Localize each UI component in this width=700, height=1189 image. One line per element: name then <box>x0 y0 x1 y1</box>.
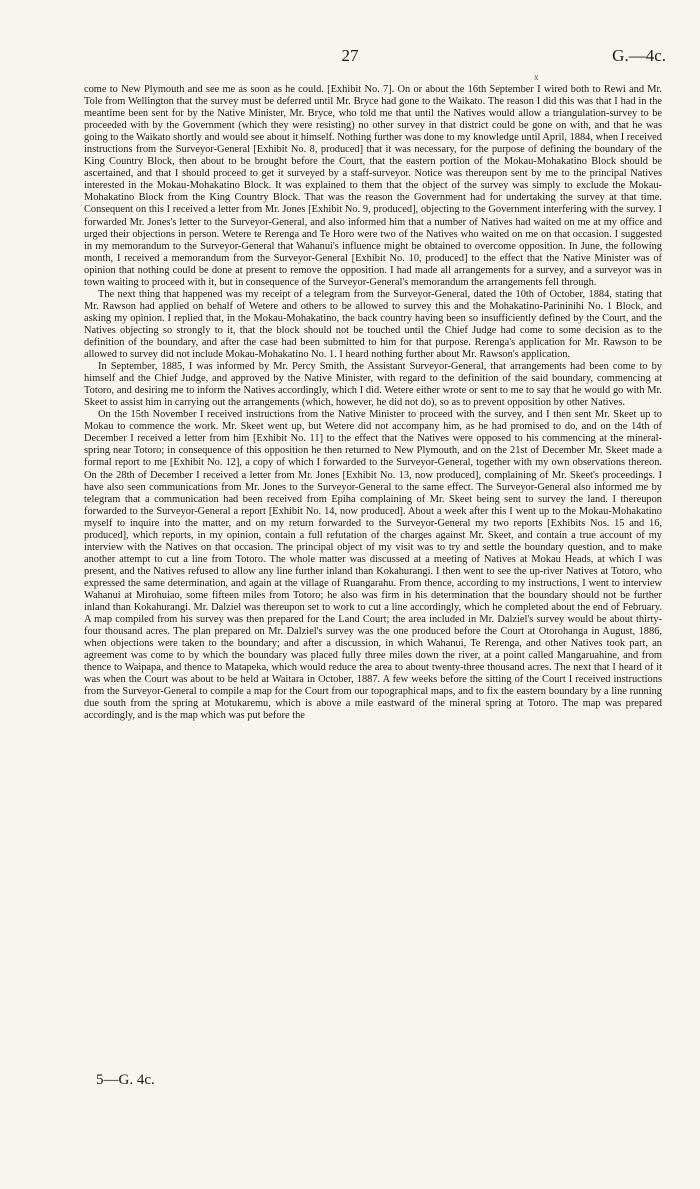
document-code: G.—4c. <box>612 46 666 65</box>
marginal-mark: x <box>534 72 539 82</box>
paragraph-4: On the 15th November I received instructions from the Native Minister to proceed with the survey, and I then sent Mr. Skeet up to Mokau to commence the work. Mr. Skeet went up, but Wetere did not accompany him, as he had promised to do, and on the 14th of December I received a letter from him [Exhibit No. 11] to the effect that the Natives were opposed to his commencing at the mineral-spring near Totoro; in consequence of this opposition he then returned to New Plymouth, and on the 21st of December Mr. Skeet made a formal report to me [Exhibit No. 12], a copy of which I forwarded to the Surveyor-General, together with my own observations thereon. On the 28th of December I received a letter from Mr. Jones [Exhibit No. 13, now produced], complaining of Mr. Skeet's proceedings. I have also seen communications from Mr. Jones to the Surveyor-General to the same effect. The Surveyor-General also informed me by telegram that a communication had been received from Epiha complaining of Mr. Skeet being sent to survey the land. I thereupon forwarded to the Surveyor-General a report [Exhibit No. 14, now produced]. About a week after this I went up to the Mokau-Mohakatino myself to inquire into the matter, and on my return forwarded to the Surveyor-General my two reports [Exhibits Nos. 15 and 16, produced], which reports, in my opinion, contain a full refutation of the charges against Mr. Skeet, and contain a true account of my interview with the Natives on that occasion. The principal object of my visit was to try and settle the boundary question, and to make another attempt to cut a line from Totoro. The whole matter was discussed at a meeting of Natives at Mokau Heads, at which I was present, and the Natives refused to allow any line further inland than Kokahurangi. I then went to see the up-river Natives at Totoro, who expressed the same determination, and again at the village of Ruangarahu. From thence, according to my instructions, I went to interview Wahanui at Mirohuiao, some fifteen miles from Totoro; he also was firm in his determination that the boundary should not be further inland than Kokahurangi. Mr. Dalziel was thereupon set to work to cut a line accordingly, which he completed about the end of February. A map compiled from his survey was then prepared for the Land Court; the area included in Mr. Dalziel's survey would be about thirty-four thousand acres. The plan prepared on Mr. Dalziel's survey was the one produced before the Court at Otorohanga in August, 1886, when objections were taken to the boundary; and after a discussion, in which Wahanui, Te Rerenga, and other Natives took part, an agreement was come to by which the boundary was placed fully three miles down the river, at a point called Mangaruahine, and from thence to Waipapa, and thence to Matapeka, which would reduce the area to about twenty-three thousand acres. The next that I heard of it was when the Court was about to be held at Waitara in October, 1887. A few weeks before the sitting of the Court I received instructions from the Surveyor-General to compile a map for the Court from our topographical maps, and to fix the eastern boundary by a line running due south from the spring at Motukaremu, which is above a mile eastward of the mineral spring at Totoro. The map was prepared accordingly, and is the map which was put before the <box>84 409 662 722</box>
body-text <box>84 84 662 722</box>
paragraph-1: come to New Plymouth and see me as soon as he could. [Exhibit No. 7]. On or about the 16th September I wired both to Rewi and Mr. Tole from Wellington that the survey must be deferred until Mr. Bryce had gone to the Waikato. The reason I did this was that I had in the meantime been sent for by the Native Minister, Mr. Bryce, who told me that until the Natives would allow a triangulation-survey to be proceeded with by the Government (which they were resisting) no other survey in that district could be gone on with, and that he was going to the Waikato shortly and would see about it himself. Nothing further was done to my knowledge until April, 1884, when I received instructions from the Surveyor-General [Exhibit No. 8, produced] that it was necessary, for the purpose of defining the boundary of the King Country Block, then about to be brought before the Court, that the eastern portion of the Mokau-Mohakatino Block should be ascertained, and that I should proceed to get it surveyed by a staff-surveyor. Notice was thereupon sent by me to the principal Natives interested in the Mokau-Mohakatino Block. It was explained to them that the object of the survey was simply to exclude the Mokau-Mohakatino Block from the King Country Block. That was the reason the Government had for undertaking the survey at that time. Consequent on this I received a letter from Mr. Jones [Exhibit No. 9, produced], objecting to the Government interfering with the survey. I forwarded Mr. Jones's letter to the Surveyor-General, and also informed him that a number of Natives had waited on me at my office and urged their objections in person. Wetere te Rerenga and Te Horo were two of the Natives who waited on me on that occasion. I suggested in my memorandum to the Surveyor-General that Wahanui's influence might be obtained to overcome opposition. In June, the following month, I received a memorandum from the Surveyor-General [Exhibit No. 10, produced] to the effect that the Native Minister was of opinion that nothing could be done at present to remove the opposition. I had made all arrangements for a survey, and a surveyor was in town waiting to proceed with it, but in consequence of the Surveyor-General's memorandum the arrangements fell through. <box>84 84 662 288</box>
paragraph-3: In September, 1885, I was informed by Mr. Percy Smith, the Assistant Surveyor-General, that arrangements had been come to by himself and the Chief Judge, and approved by the Native Minister, with regard to the definition of the said boundary, commencing at Totoro, and desiring me to inform the Natives accordingly, which I did. Wetere either wrote or sent to me to say that he would go with Mr. Skeet to assist him in carrying out the arrangements (which, however, he did not do), so as to prevent opposition by other Natives. <box>84 361 662 409</box>
page-number: 27 <box>341 46 359 65</box>
signature-code: 5—G. 4c. <box>96 1072 155 1088</box>
paragraph-2: The next thing that happened was my receipt of a telegram from the Surveyor-General, dated the 10th of October, 1884, stating that Mr. Rawson had applied on behalf of Wetere and others to be allowed to survey this and the Mohakatino-Parininihi No. 1 Block, and asking my opinion. I replied that, in the Mokau-Mohakatino, the back country having been so insufficiently defined by the Court, and the Natives objecting so strongly to it, that the block should not be touched until the Chief Judge had come to some decision as to the definition of the boundary, and after the case had been submitted to him for that purpose. Rerenga's application for Mr. Rawson to be allowed to survey did not include Mokau-Mohakatino No. 1. I heard nothing further about Mr. Rawson's application. <box>84 288 662 361</box>
